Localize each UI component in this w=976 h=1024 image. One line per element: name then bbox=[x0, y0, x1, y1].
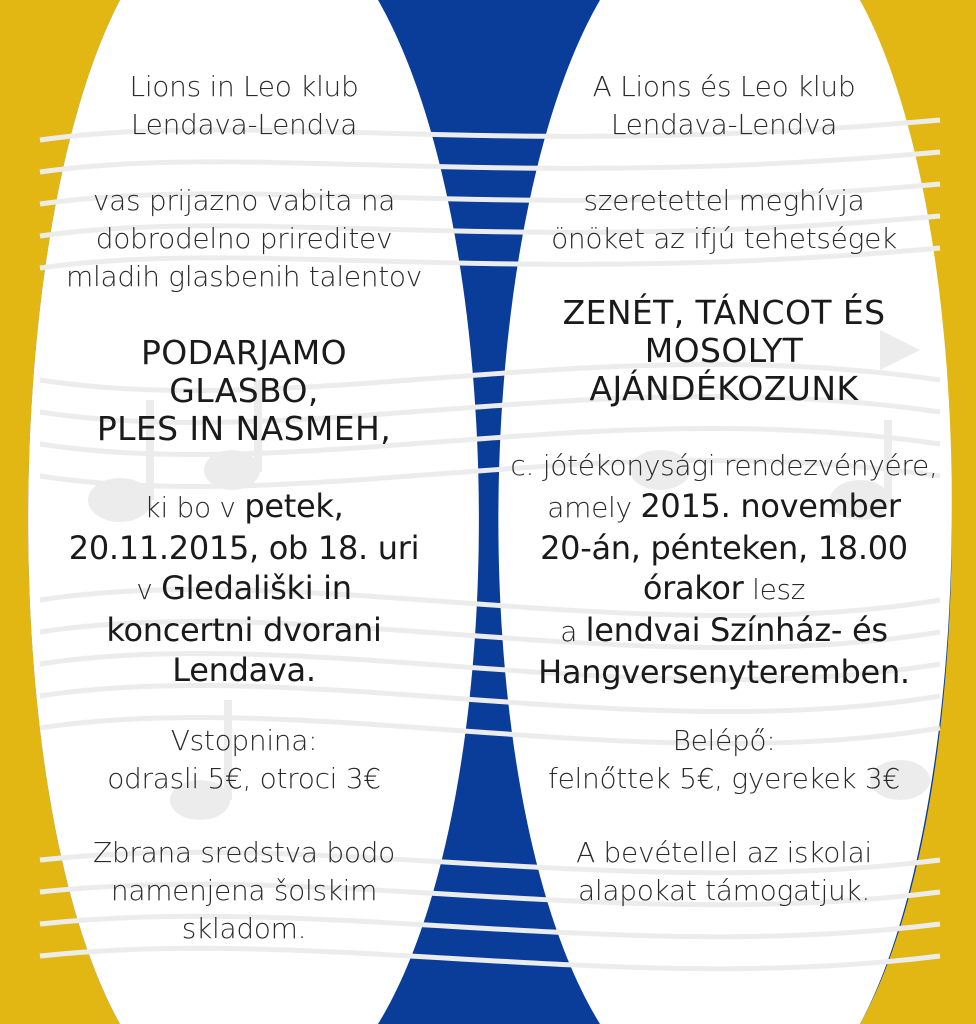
date-line-3 bbox=[500, 568, 948, 610]
invite-line-3: mladih glasbenih talentov bbox=[66, 260, 422, 293]
invite-line-2: önöket az ifjú tehetségek bbox=[551, 222, 897, 255]
venue-line-1 bbox=[44, 568, 444, 610]
date-line-2: 20-án, pénteken, 18.00 bbox=[540, 529, 908, 567]
date-postfix: lesz bbox=[743, 573, 806, 606]
ticket-prices: felnőttek 5€, gyerekek 3€ bbox=[548, 762, 900, 795]
venue-prefix: v bbox=[136, 573, 162, 606]
date-venue-hungarian bbox=[500, 446, 948, 692]
venue-line-2: Hangversenyteremben. bbox=[538, 653, 910, 691]
invite-text-hungarian bbox=[500, 182, 948, 258]
purpose-hungarian bbox=[500, 834, 948, 910]
organizer-line-2: Lendava-Lendva bbox=[610, 108, 838, 141]
ticket-info-slovenian bbox=[44, 722, 444, 798]
organizer-hungarian bbox=[500, 68, 948, 144]
event-type-line: c. jótékonysági rendezvényére, bbox=[510, 449, 938, 482]
title-line-2: MOSOLYT bbox=[644, 331, 804, 370]
invite-line-1: vas prijazno vabita na bbox=[92, 184, 396, 217]
event-title-slovenian bbox=[44, 334, 444, 448]
ticket-label: Vstopnina: bbox=[170, 724, 318, 757]
venue-line-1 bbox=[500, 610, 948, 652]
date-line-1 bbox=[500, 486, 948, 528]
organizer-line-1: Lions in Leo klub bbox=[129, 70, 359, 103]
purpose-line-1: A bevétellel az iskolai bbox=[576, 836, 872, 869]
date-line-1 bbox=[44, 486, 444, 528]
title-line-3: AJÁNDÉKOZUNK bbox=[589, 369, 859, 408]
purpose-line-2: namenjena šolskim bbox=[110, 874, 378, 907]
ticket-label: Belépő: bbox=[672, 724, 776, 757]
purpose-line-3: skladom. bbox=[181, 912, 307, 945]
event-title-hungarian bbox=[500, 294, 948, 408]
date-month: 2015. november bbox=[640, 487, 901, 525]
date-prefix: ki bo v bbox=[144, 491, 245, 524]
date-prefix: amely bbox=[547, 491, 641, 524]
venue-name-1: lendvai Színház- és bbox=[585, 611, 888, 649]
venue-line-3: Lendava. bbox=[172, 651, 316, 689]
invite-line-2: dobrodelno prireditev bbox=[95, 222, 393, 255]
ticket-prices: odrasli 5€, otroci 3€ bbox=[107, 762, 381, 795]
organizer-slovenian bbox=[44, 68, 444, 144]
title-line-2: GLASBO, bbox=[169, 371, 319, 410]
purpose-line-1: Zbrana sredstva bodo bbox=[93, 836, 395, 869]
venue-prefix: a bbox=[560, 615, 586, 648]
organizer-line-1: A Lions és Leo klub bbox=[592, 70, 856, 103]
ticket-info-hungarian bbox=[500, 722, 948, 798]
date-venue-slovenian bbox=[44, 486, 444, 690]
organizer-line-2: Lendava-Lendva bbox=[130, 108, 358, 141]
title-line-1: ZENÉT, TÁNCOT ÉS bbox=[562, 293, 886, 332]
title-line-1: PODARJAMO bbox=[141, 333, 347, 372]
venue-name-1: Gledališki in bbox=[161, 569, 352, 607]
time-suffix: órakor bbox=[642, 569, 744, 607]
hungarian-invitation bbox=[500, 0, 948, 1024]
date-day: petek, bbox=[244, 487, 344, 525]
venue-line-2: koncertni dvorani bbox=[106, 611, 382, 649]
title-line-3: PLES IN NASMEH, bbox=[96, 409, 392, 448]
date-line-2: 20.11.2015, ob 18. uri bbox=[68, 529, 420, 567]
purpose-slovenian bbox=[44, 834, 444, 948]
slovenian-invitation bbox=[44, 0, 444, 1024]
invite-text-slovenian bbox=[44, 182, 444, 296]
purpose-line-2: alapokat támogatjuk. bbox=[578, 874, 870, 907]
invite-line-1: szeretettel meghívja bbox=[583, 184, 865, 217]
